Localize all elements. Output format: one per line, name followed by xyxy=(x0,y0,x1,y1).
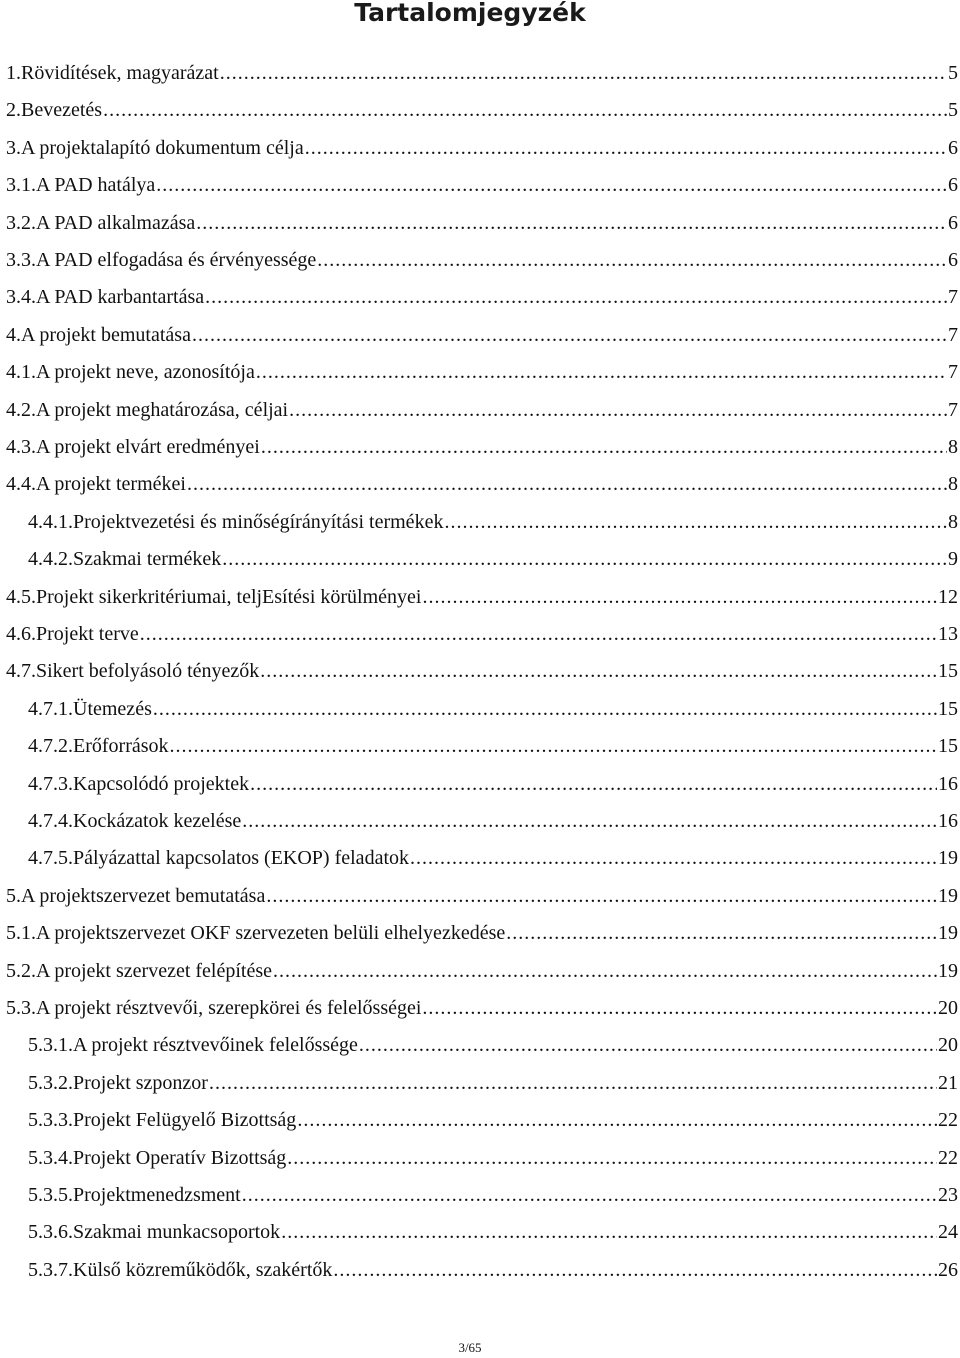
toc-entry[interactable] xyxy=(28,841,958,875)
toc-entry-page[interactable]: 7 xyxy=(948,361,958,384)
toc-dot-leader xyxy=(242,1178,937,1212)
toc-dot-leader xyxy=(359,1028,937,1062)
toc-entry-page[interactable]: 6 xyxy=(948,136,958,159)
toc-entry[interactable] xyxy=(6,355,958,389)
toc-entry-title[interactable]: A projekt termékei xyxy=(36,473,186,496)
toc-entry-page[interactable]: 21 xyxy=(938,1071,958,1094)
toc-entry-title[interactable]: Bevezetés xyxy=(21,99,103,122)
toc-entry-number: 2. xyxy=(6,99,21,122)
toc-entry[interactable] xyxy=(6,580,958,614)
toc-entry[interactable] xyxy=(6,243,958,277)
toc-entry-title[interactable]: Projekt szponzor xyxy=(73,1071,208,1094)
toc-entry-number: 4. xyxy=(6,323,21,346)
toc-dot-leader xyxy=(196,206,947,240)
toc-entry-number: 5.3.5. xyxy=(28,1184,73,1206)
toc-entry-number: 4.7.5. xyxy=(28,847,73,870)
toc-entry-page[interactable]: 7 xyxy=(948,286,958,309)
toc-entry-page[interactable]: 8 xyxy=(948,510,958,533)
toc-entry[interactable] xyxy=(6,393,958,427)
toc-dot-leader xyxy=(297,1103,937,1137)
toc-entry-page[interactable]: 8 xyxy=(948,473,958,496)
toc-entry-number: 5. xyxy=(6,884,21,907)
toc-entry-page[interactable]: 15 xyxy=(938,697,958,720)
toc-entry-number: 4.3. xyxy=(6,436,36,458)
toc-dot-leader xyxy=(209,1066,937,1100)
toc-dot-leader xyxy=(187,467,947,501)
toc-entry-title[interactable]: A projekt résztvevőinek felelőssége xyxy=(73,1034,358,1057)
toc-dot-leader xyxy=(305,131,947,165)
toc-entry-number: 5.3.7. xyxy=(28,1258,73,1281)
toc-entry-number: 4.4. xyxy=(6,473,36,496)
toc-entry[interactable] xyxy=(28,729,958,763)
toc-entry-title[interactable]: Ütemezés xyxy=(73,697,152,720)
toc-entry-page[interactable]: 13 xyxy=(938,623,958,645)
toc-entry-title[interactable]: Projekt Felügyelő Bizottság xyxy=(73,1109,297,1132)
toc-entry-page[interactable]: 5 xyxy=(948,99,958,122)
toc-entry-number: 3.1. xyxy=(6,174,36,197)
toc-entry[interactable] xyxy=(28,1028,958,1062)
toc-entry-page[interactable]: 23 xyxy=(938,1184,958,1206)
toc-entry-title[interactable]: A PAD alkalmazása xyxy=(36,211,196,234)
toc-dot-leader xyxy=(261,430,947,464)
toc-dot-leader xyxy=(422,991,937,1025)
toc-entry-number: 3.2. xyxy=(6,211,36,234)
toc-entry[interactable] xyxy=(6,93,958,127)
toc-entry-number: 3.3. xyxy=(6,249,36,271)
toc-entry-title[interactable]: A projektalapító dokumentum célja xyxy=(21,136,304,159)
toc-entry-title[interactable]: Rövidítések, magyarázat xyxy=(21,62,219,84)
toc-entry-number: 3. xyxy=(6,136,21,159)
toc-entry[interactable] xyxy=(28,1141,958,1175)
toc-entry-number: 4.5. xyxy=(6,585,36,608)
toc-entry-title[interactable]: Projektvezetési és minőségírányítási termékek xyxy=(73,510,444,533)
toc-entry[interactable] xyxy=(28,1215,958,1249)
toc-entry[interactable] xyxy=(6,56,958,90)
toc-entry-title[interactable]: A projekt szervezet felépítése xyxy=(36,959,272,982)
toc-entry-title[interactable]: Projektmenedzsment xyxy=(73,1184,241,1206)
toc-entry[interactable] xyxy=(6,954,958,988)
toc-entry-number: 5.3. xyxy=(6,997,36,1019)
toc-entry-title[interactable]: Projekt Operatív Bizottság xyxy=(73,1146,287,1169)
toc-entry-page[interactable]: 19 xyxy=(938,959,958,982)
toc-entry-page[interactable]: 12 xyxy=(938,585,958,608)
toc-entry-number: 4.6. xyxy=(6,623,36,645)
toc-dot-leader xyxy=(273,954,937,988)
toc-entry-number: 4.4.1. xyxy=(28,510,73,533)
toc-entry[interactable] xyxy=(6,318,958,352)
toc-entry-number: 5.3.4. xyxy=(28,1146,73,1169)
toc-entry-page[interactable]: 24 xyxy=(938,1221,958,1244)
toc-entry-page[interactable]: 8 xyxy=(948,436,958,458)
toc-entry-title[interactable]: Projekt terve xyxy=(36,623,139,645)
toc-entry-title[interactable]: Pályázattal kapcsolatos (EKOP) feladatok xyxy=(73,847,409,870)
page-number: 3/65 xyxy=(458,1340,482,1355)
toc-entry-number: 5.3.6. xyxy=(28,1221,73,1244)
toc-entry-title[interactable]: Szakmai munkacsoportok xyxy=(73,1221,281,1244)
toc-entry-page[interactable]: 16 xyxy=(938,810,958,832)
toc-dot-leader xyxy=(205,280,947,314)
toc-entry-number: 5.2. xyxy=(6,959,36,982)
toc-entry-page[interactable]: 6 xyxy=(948,249,958,271)
toc-entry[interactable] xyxy=(6,430,958,464)
toc-entry-page[interactable]: 19 xyxy=(938,922,958,945)
toc-dot-leader xyxy=(260,654,937,688)
toc-entry-number: 3.4. xyxy=(6,286,36,309)
toc-dot-leader xyxy=(289,393,947,427)
toc-dot-leader xyxy=(506,916,937,950)
toc-entry-number: 4.7.1. xyxy=(28,697,73,720)
toc-entry-title[interactable]: A projekt bemutatása xyxy=(21,323,191,346)
toc-title: Tartalomjegyzék xyxy=(354,0,586,27)
toc-dot-leader xyxy=(242,804,937,838)
toc-dot-leader xyxy=(192,318,947,352)
toc-entry[interactable] xyxy=(28,804,958,838)
toc-entry-title[interactable]: A projekt résztvevői, szerepkörei és felelősségei xyxy=(36,997,422,1019)
toc-entry-number: 4.7.2. xyxy=(28,735,73,758)
toc-dot-leader xyxy=(410,841,937,875)
toc-entry[interactable] xyxy=(6,617,958,651)
toc-entry-number: 4.7. xyxy=(6,660,36,683)
toc-entry[interactable] xyxy=(6,168,958,202)
toc-entry-title[interactable]: Szakmai termékek xyxy=(73,548,222,571)
toc-entry-title[interactable]: A projekt neve, azonosítója xyxy=(36,361,255,384)
toc-entry-number: 5.3.3. xyxy=(28,1109,73,1132)
toc-entry-number: 4.2. xyxy=(6,398,36,421)
toc-entry[interactable] xyxy=(28,1066,958,1100)
toc-entry-page[interactable]: 19 xyxy=(938,884,958,907)
toc-entry-title[interactable]: Kockázatok kezelése xyxy=(73,810,242,832)
toc-entry-number: 5.1. xyxy=(6,922,36,945)
toc-entry-title[interactable]: A projekt elvárt eredményei xyxy=(36,436,260,458)
toc-entry[interactable] xyxy=(6,654,958,688)
toc-entry-page[interactable]: 22 xyxy=(938,1146,958,1169)
toc-entry[interactable] xyxy=(28,1178,958,1212)
toc-entry[interactable] xyxy=(28,692,958,726)
toc-entry-number: 4.1. xyxy=(6,361,36,384)
toc-entry-page[interactable]: 6 xyxy=(948,174,958,197)
toc-dot-leader xyxy=(422,580,937,614)
toc-dot-leader xyxy=(103,93,947,127)
toc-dot-leader xyxy=(333,1253,937,1287)
toc-entry-title[interactable]: A projektszervezet bemutatása xyxy=(21,884,266,907)
toc-entry[interactable] xyxy=(28,1103,958,1137)
toc-entry-page[interactable]: 26 xyxy=(938,1258,958,1281)
toc-entry[interactable] xyxy=(6,467,958,501)
toc-entry-page[interactable]: 19 xyxy=(938,847,958,870)
toc-dot-leader xyxy=(156,168,947,202)
toc-entry-title[interactable]: Külső közreműködők, szakértők xyxy=(73,1258,333,1281)
toc-entry[interactable] xyxy=(6,991,958,1025)
toc-entry-title[interactable]: Erőforrások xyxy=(73,735,169,758)
toc-dot-leader xyxy=(170,729,937,763)
toc-entry-title[interactable]: Kapcsolódó projektek xyxy=(73,772,250,795)
toc-entry-page[interactable]: 20 xyxy=(938,1034,958,1057)
toc-entry-title[interactable]: Projekt sikerkritériumai, teljEsítési körülményei xyxy=(36,585,422,608)
toc-entry-page[interactable]: 9 xyxy=(948,548,958,571)
toc-entry-page[interactable]: 15 xyxy=(938,660,958,683)
toc-entry-page[interactable]: 20 xyxy=(938,997,958,1019)
toc-entry-title[interactable]: A projektszervezet OKF szervezeten belüli elhelyezkedése xyxy=(36,922,506,945)
toc-entry-number: 4.7.3. xyxy=(28,772,73,795)
toc-entry[interactable] xyxy=(6,916,958,950)
toc-entry-title[interactable]: Sikert befolyásoló tényezők xyxy=(36,660,260,683)
toc-entry[interactable] xyxy=(6,280,958,314)
toc-entry-page[interactable]: 15 xyxy=(938,735,958,758)
toc-entry[interactable] xyxy=(28,767,958,801)
toc-entry-page[interactable]: 7 xyxy=(948,323,958,346)
toc-entry-number: 4.4.2. xyxy=(28,548,73,571)
toc-dot-leader xyxy=(256,355,947,389)
toc-entry-page[interactable]: 6 xyxy=(948,211,958,234)
toc-entry-title[interactable]: A PAD hatálya xyxy=(36,174,156,197)
toc-dot-leader xyxy=(281,1215,937,1249)
toc-dot-leader xyxy=(287,1141,937,1175)
toc-entry-title[interactable]: A projekt meghatározása, céljai xyxy=(36,398,289,421)
toc-dot-leader xyxy=(266,879,937,913)
toc-entry-number: 1. xyxy=(6,62,21,84)
toc-dot-leader xyxy=(222,542,947,576)
toc-dot-leader xyxy=(153,692,937,726)
toc-dot-leader xyxy=(444,505,947,539)
toc-dot-leader xyxy=(140,617,937,651)
toc-entry-page[interactable]: 16 xyxy=(938,772,958,795)
toc-entry-page[interactable]: 22 xyxy=(938,1109,958,1132)
toc-entry[interactable] xyxy=(6,879,958,913)
toc-dot-leader xyxy=(250,767,937,801)
toc-dot-leader xyxy=(220,56,947,90)
toc-entry-number: 5.3.1. xyxy=(28,1034,73,1057)
toc-entry[interactable] xyxy=(28,1253,958,1287)
toc-entry[interactable] xyxy=(28,505,958,539)
toc-entry-title[interactable]: A PAD elfogadása és érvényessége xyxy=(36,249,317,271)
toc-dot-leader xyxy=(317,243,947,277)
toc-entry[interactable] xyxy=(28,542,958,576)
toc-entry-number: 4.7.4. xyxy=(28,810,73,832)
toc-entry-number: 5.3.2. xyxy=(28,1071,73,1094)
toc-entry[interactable] xyxy=(6,131,958,165)
toc-entry-page[interactable]: 5 xyxy=(948,62,958,84)
toc-entry-page[interactable]: 7 xyxy=(948,398,958,421)
toc-entry-title[interactable]: A PAD karbantartása xyxy=(36,286,205,309)
toc-entry[interactable] xyxy=(6,206,958,240)
